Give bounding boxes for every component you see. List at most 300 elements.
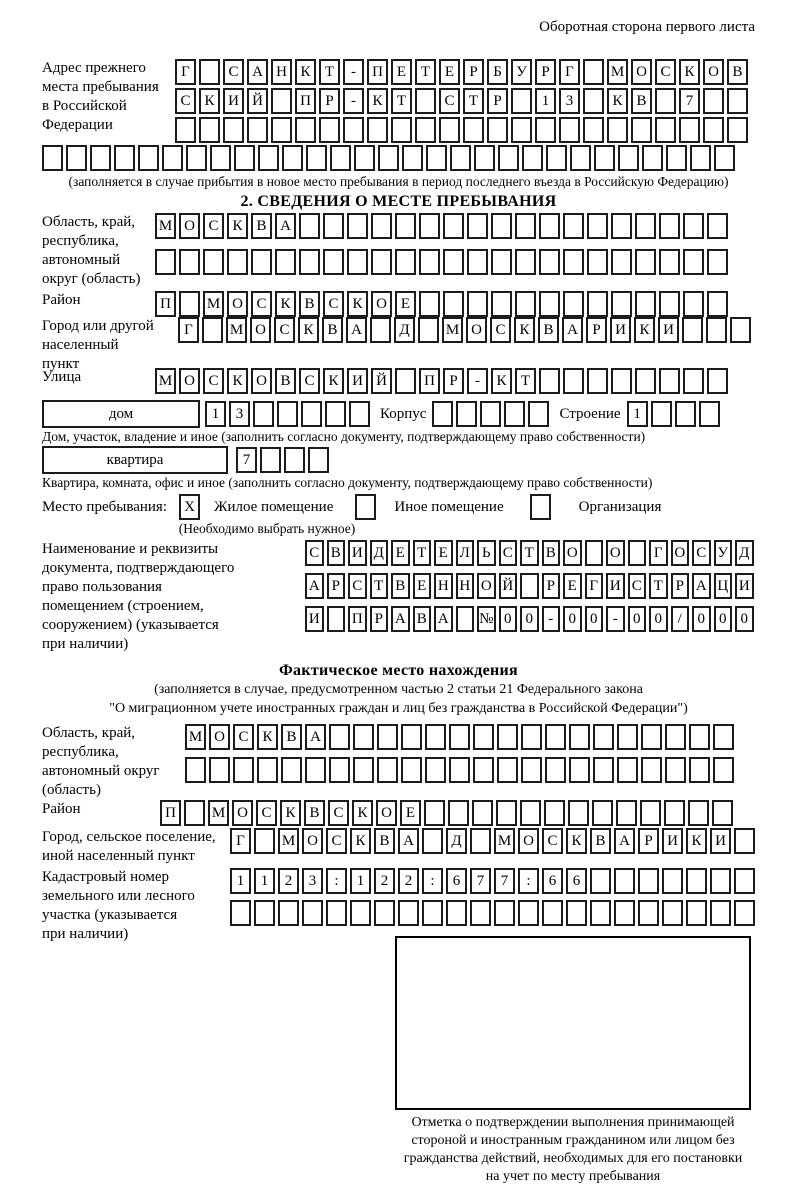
char-box[interactable]	[511, 117, 532, 143]
char-box[interactable]: А	[305, 573, 324, 599]
char-box[interactable]	[210, 145, 231, 171]
char-box[interactable]: -	[542, 606, 561, 632]
char-box[interactable]	[545, 757, 566, 783]
char-box[interactable]	[138, 145, 159, 171]
char-box[interactable]: Т	[413, 540, 432, 566]
char-box[interactable]	[727, 88, 748, 114]
char-box[interactable]	[635, 213, 656, 239]
char-box[interactable]: П	[160, 800, 181, 826]
char-box[interactable]: П	[367, 59, 388, 85]
char-box[interactable]: 7	[236, 447, 257, 473]
char-box[interactable]: М	[442, 317, 463, 343]
char-box[interactable]: Т	[319, 59, 340, 85]
char-box[interactable]	[611, 249, 632, 275]
char-box[interactable]	[271, 88, 292, 114]
char-box[interactable]	[587, 291, 608, 317]
char-box[interactable]: Е	[439, 59, 460, 85]
char-box[interactable]	[395, 368, 416, 394]
char-box[interactable]	[415, 88, 436, 114]
char-box[interactable]	[275, 249, 296, 275]
char-box[interactable]	[330, 145, 351, 171]
char-box[interactable]: -	[343, 88, 364, 114]
char-box[interactable]	[401, 724, 422, 750]
char-box[interactable]: М	[208, 800, 229, 826]
char-box[interactable]	[638, 868, 659, 894]
char-box[interactable]	[706, 317, 727, 343]
char-box[interactable]	[655, 88, 676, 114]
char-box[interactable]	[520, 573, 539, 599]
char-box[interactable]	[662, 868, 683, 894]
char-box[interactable]	[713, 724, 734, 750]
char-box[interactable]: С	[233, 724, 254, 750]
char-box[interactable]	[254, 900, 275, 926]
char-box[interactable]	[583, 59, 604, 85]
char-box[interactable]: О	[563, 540, 582, 566]
char-box[interactable]	[391, 117, 412, 143]
char-box[interactable]	[635, 291, 656, 317]
char-box[interactable]	[277, 401, 298, 427]
char-box[interactable]	[254, 828, 275, 854]
char-box[interactable]	[179, 291, 200, 317]
char-box[interactable]	[511, 88, 532, 114]
char-box[interactable]	[614, 900, 635, 926]
char-box[interactable]: 1	[230, 868, 251, 894]
char-box[interactable]: Й	[371, 368, 392, 394]
char-box[interactable]: 1	[535, 88, 556, 114]
char-box[interactable]	[611, 213, 632, 239]
char-box[interactable]	[521, 757, 542, 783]
char-box[interactable]	[456, 401, 477, 427]
char-box[interactable]	[539, 213, 560, 239]
char-box[interactable]: С	[490, 317, 511, 343]
char-box[interactable]	[282, 145, 303, 171]
char-box[interactable]: Р	[542, 573, 561, 599]
char-box[interactable]: Ц	[714, 573, 733, 599]
char-box[interactable]: 1	[205, 401, 226, 427]
char-box[interactable]: 6	[542, 868, 563, 894]
char-box[interactable]	[504, 401, 525, 427]
char-box[interactable]: Д	[735, 540, 754, 566]
char-box[interactable]	[463, 117, 484, 143]
char-box[interactable]	[585, 540, 604, 566]
char-box[interactable]	[686, 900, 707, 926]
char-box[interactable]	[203, 249, 224, 275]
char-box[interactable]: И	[606, 573, 625, 599]
char-box[interactable]	[90, 145, 111, 171]
char-box[interactable]: М	[607, 59, 628, 85]
char-box[interactable]: О	[232, 800, 253, 826]
char-box[interactable]	[284, 447, 305, 473]
char-box[interactable]	[707, 368, 728, 394]
char-box[interactable]	[607, 117, 628, 143]
char-box[interactable]	[449, 757, 470, 783]
other-premises-checkbox[interactable]	[355, 494, 376, 520]
char-box[interactable]: О	[227, 291, 248, 317]
char-box[interactable]: О	[209, 724, 230, 750]
char-box[interactable]: К	[350, 828, 371, 854]
char-box[interactable]	[347, 213, 368, 239]
char-box[interactable]: Т	[370, 573, 389, 599]
char-box[interactable]	[703, 117, 724, 143]
char-box[interactable]	[473, 724, 494, 750]
char-box[interactable]: 3	[302, 868, 323, 894]
char-box[interactable]: В	[391, 573, 410, 599]
char-box[interactable]	[419, 291, 440, 317]
char-box[interactable]	[199, 117, 220, 143]
char-box[interactable]	[480, 401, 501, 427]
char-box[interactable]	[329, 757, 350, 783]
char-box[interactable]	[628, 540, 647, 566]
char-box[interactable]: М	[155, 213, 176, 239]
char-box[interactable]: 1	[254, 868, 275, 894]
char-box[interactable]	[566, 900, 587, 926]
char-box[interactable]	[641, 724, 662, 750]
char-box[interactable]: Р	[586, 317, 607, 343]
char-box[interactable]	[703, 88, 724, 114]
char-box[interactable]: Т	[515, 368, 536, 394]
char-box[interactable]: У	[511, 59, 532, 85]
char-box[interactable]: О	[250, 317, 271, 343]
char-box[interactable]: 7	[470, 868, 491, 894]
char-box[interactable]: А	[275, 213, 296, 239]
char-box[interactable]: Р	[443, 368, 464, 394]
char-box[interactable]	[233, 757, 254, 783]
char-box[interactable]: 6	[446, 868, 467, 894]
char-box[interactable]: Е	[400, 800, 421, 826]
char-box[interactable]	[515, 291, 536, 317]
char-box[interactable]	[699, 401, 720, 427]
char-box[interactable]	[354, 145, 375, 171]
char-box[interactable]	[418, 317, 439, 343]
char-box[interactable]	[665, 724, 686, 750]
char-box[interactable]	[635, 368, 656, 394]
char-box[interactable]	[713, 757, 734, 783]
char-box[interactable]	[425, 724, 446, 750]
char-box[interactable]	[528, 401, 549, 427]
char-box[interactable]	[299, 213, 320, 239]
char-box[interactable]: Р	[370, 606, 389, 632]
char-box[interactable]: Р	[319, 88, 340, 114]
char-box[interactable]: К	[679, 59, 700, 85]
char-box[interactable]	[542, 900, 563, 926]
char-box[interactable]: К	[352, 800, 373, 826]
char-box[interactable]: И	[348, 540, 367, 566]
char-box[interactable]	[659, 249, 680, 275]
char-box[interactable]	[199, 59, 220, 85]
char-box[interactable]: Р	[487, 88, 508, 114]
char-box[interactable]: К	[607, 88, 628, 114]
char-box[interactable]	[456, 606, 475, 632]
char-box[interactable]	[515, 249, 536, 275]
char-box[interactable]	[295, 117, 316, 143]
char-box[interactable]: -	[467, 368, 488, 394]
char-box[interactable]: Т	[463, 88, 484, 114]
char-box[interactable]: И	[658, 317, 679, 343]
char-box[interactable]: К	[566, 828, 587, 854]
char-box[interactable]	[306, 145, 327, 171]
char-box[interactable]	[448, 800, 469, 826]
char-box[interactable]: С	[499, 540, 518, 566]
char-box[interactable]: Г	[585, 573, 604, 599]
char-box[interactable]	[230, 900, 251, 926]
char-box[interactable]	[66, 145, 87, 171]
char-box[interactable]	[570, 145, 591, 171]
char-box[interactable]: С	[326, 828, 347, 854]
char-box[interactable]: Е	[413, 573, 432, 599]
char-box[interactable]: К	[257, 724, 278, 750]
char-box[interactable]: В	[275, 368, 296, 394]
char-box[interactable]: М	[494, 828, 515, 854]
char-box[interactable]: 0	[585, 606, 604, 632]
char-box[interactable]: -	[606, 606, 625, 632]
char-box[interactable]: О	[376, 800, 397, 826]
char-box[interactable]	[491, 213, 512, 239]
char-box[interactable]: 2	[374, 868, 395, 894]
char-box[interactable]: 3	[559, 88, 580, 114]
char-box[interactable]: К	[275, 291, 296, 317]
char-box[interactable]	[329, 724, 350, 750]
char-box[interactable]: Г	[175, 59, 196, 85]
char-box[interactable]	[662, 900, 683, 926]
char-box[interactable]: Р	[671, 573, 690, 599]
char-box[interactable]: Р	[638, 828, 659, 854]
char-box[interactable]	[734, 828, 755, 854]
char-box[interactable]	[497, 757, 518, 783]
char-box[interactable]: И	[710, 828, 731, 854]
char-box[interactable]: В	[327, 540, 346, 566]
char-box[interactable]: В	[374, 828, 395, 854]
char-box[interactable]: О	[466, 317, 487, 343]
char-box[interactable]	[569, 724, 590, 750]
char-box[interactable]: К	[634, 317, 655, 343]
char-box[interactable]: В	[322, 317, 343, 343]
char-box[interactable]: К	[347, 291, 368, 317]
char-box[interactable]: С	[628, 573, 647, 599]
char-box[interactable]	[611, 291, 632, 317]
char-box[interactable]	[258, 145, 279, 171]
char-box[interactable]	[734, 900, 755, 926]
char-box[interactable]: Р	[463, 59, 484, 85]
char-box[interactable]: О	[606, 540, 625, 566]
char-box[interactable]: Е	[391, 540, 410, 566]
char-box[interactable]	[617, 757, 638, 783]
char-box[interactable]: С	[439, 88, 460, 114]
char-box[interactable]	[587, 249, 608, 275]
char-box[interactable]: К	[323, 368, 344, 394]
char-box[interactable]	[271, 117, 292, 143]
char-box[interactable]	[491, 291, 512, 317]
char-box[interactable]	[302, 900, 323, 926]
char-box[interactable]	[371, 213, 392, 239]
char-box[interactable]	[707, 291, 728, 317]
char-box[interactable]: Е	[434, 540, 453, 566]
char-box[interactable]: Д	[370, 540, 389, 566]
char-box[interactable]: К	[514, 317, 535, 343]
char-box[interactable]	[655, 117, 676, 143]
char-box[interactable]	[301, 401, 322, 427]
char-box[interactable]	[539, 249, 560, 275]
char-box[interactable]: А	[305, 724, 326, 750]
char-box[interactable]: :	[422, 868, 443, 894]
char-box[interactable]	[659, 213, 680, 239]
char-box[interactable]: В	[542, 540, 561, 566]
char-box[interactable]	[473, 757, 494, 783]
char-box[interactable]	[707, 249, 728, 275]
char-box[interactable]: Г	[230, 828, 251, 854]
char-box[interactable]: О	[631, 59, 652, 85]
char-box[interactable]	[319, 117, 340, 143]
char-box[interactable]: О	[371, 291, 392, 317]
char-box[interactable]: К	[280, 800, 301, 826]
char-box[interactable]: №	[477, 606, 496, 632]
residential-checkbox[interactable]: X	[179, 494, 200, 520]
char-box[interactable]	[664, 800, 685, 826]
char-box[interactable]	[449, 724, 470, 750]
char-box[interactable]	[683, 291, 704, 317]
char-box[interactable]	[395, 213, 416, 239]
char-box[interactable]	[308, 447, 329, 473]
char-box[interactable]: П	[419, 368, 440, 394]
char-box[interactable]: С	[348, 573, 367, 599]
char-box[interactable]: 1	[627, 401, 648, 427]
char-box[interactable]: Г	[559, 59, 580, 85]
char-box[interactable]	[641, 757, 662, 783]
char-box[interactable]	[446, 900, 467, 926]
char-box[interactable]	[371, 249, 392, 275]
char-box[interactable]	[545, 724, 566, 750]
char-box[interactable]	[515, 213, 536, 239]
char-box[interactable]	[587, 368, 608, 394]
char-box[interactable]	[353, 724, 374, 750]
char-box[interactable]	[227, 249, 248, 275]
char-box[interactable]	[618, 145, 639, 171]
char-box[interactable]	[497, 724, 518, 750]
char-box[interactable]	[518, 900, 539, 926]
char-box[interactable]: 1	[350, 868, 371, 894]
char-box[interactable]	[535, 117, 556, 143]
organization-checkbox[interactable]	[530, 494, 551, 520]
char-box[interactable]	[616, 800, 637, 826]
char-box[interactable]: О	[703, 59, 724, 85]
char-box[interactable]	[590, 868, 611, 894]
char-box[interactable]	[305, 757, 326, 783]
char-box[interactable]	[253, 401, 274, 427]
char-box[interactable]: С	[175, 88, 196, 114]
char-box[interactable]: С	[256, 800, 277, 826]
char-box[interactable]: С	[542, 828, 563, 854]
char-box[interactable]	[281, 757, 302, 783]
char-box[interactable]: Е	[395, 291, 416, 317]
char-box[interactable]: С	[655, 59, 676, 85]
char-box[interactable]	[175, 117, 196, 143]
char-box[interactable]	[487, 117, 508, 143]
char-box[interactable]: К	[227, 213, 248, 239]
char-box[interactable]	[707, 213, 728, 239]
char-box[interactable]: В	[251, 213, 272, 239]
char-box[interactable]	[683, 249, 704, 275]
char-box[interactable]	[544, 800, 565, 826]
char-box[interactable]: М	[185, 724, 206, 750]
char-box[interactable]	[42, 145, 63, 171]
char-box[interactable]: 0	[499, 606, 518, 632]
char-box[interactable]: 0	[692, 606, 711, 632]
char-box[interactable]	[568, 800, 589, 826]
char-box[interactable]	[563, 213, 584, 239]
char-box[interactable]	[539, 368, 560, 394]
char-box[interactable]	[688, 800, 709, 826]
char-box[interactable]: И	[305, 606, 324, 632]
char-box[interactable]	[326, 900, 347, 926]
char-box[interactable]: С	[692, 540, 711, 566]
char-box[interactable]: С	[323, 291, 344, 317]
char-box[interactable]	[432, 401, 453, 427]
char-box[interactable]: А	[692, 573, 711, 599]
char-box[interactable]: 7	[494, 868, 515, 894]
char-box[interactable]: Р	[535, 59, 556, 85]
char-box[interactable]: И	[347, 368, 368, 394]
char-box[interactable]	[472, 800, 493, 826]
char-box[interactable]	[223, 117, 244, 143]
char-box[interactable]	[349, 401, 370, 427]
char-box[interactable]: А	[398, 828, 419, 854]
char-box[interactable]	[425, 757, 446, 783]
char-box[interactable]: 7	[679, 88, 700, 114]
char-box[interactable]	[299, 249, 320, 275]
char-box[interactable]	[234, 145, 255, 171]
char-box[interactable]: В	[281, 724, 302, 750]
char-box[interactable]: И	[223, 88, 244, 114]
char-box[interactable]	[377, 724, 398, 750]
char-box[interactable]	[520, 800, 541, 826]
char-box[interactable]: Ь	[477, 540, 496, 566]
char-box[interactable]: Н	[456, 573, 475, 599]
char-box[interactable]: :	[518, 868, 539, 894]
char-box[interactable]: М	[278, 828, 299, 854]
char-box[interactable]	[374, 900, 395, 926]
char-box[interactable]	[665, 757, 686, 783]
char-box[interactable]: С	[274, 317, 295, 343]
char-box[interactable]	[546, 145, 567, 171]
char-box[interactable]	[155, 249, 176, 275]
char-box[interactable]: Т	[415, 59, 436, 85]
char-box[interactable]	[611, 368, 632, 394]
char-box[interactable]: 0	[714, 606, 733, 632]
char-box[interactable]	[367, 117, 388, 143]
char-box[interactable]	[635, 249, 656, 275]
char-box[interactable]	[583, 88, 604, 114]
char-box[interactable]: 3	[229, 401, 250, 427]
char-box[interactable]	[563, 368, 584, 394]
char-box[interactable]: 0	[735, 606, 754, 632]
char-box[interactable]	[422, 828, 443, 854]
char-box[interactable]: И	[610, 317, 631, 343]
char-box[interactable]	[683, 213, 704, 239]
char-box[interactable]	[494, 900, 515, 926]
char-box[interactable]: М	[203, 291, 224, 317]
char-box[interactable]: Й	[499, 573, 518, 599]
char-box[interactable]	[640, 800, 661, 826]
char-box[interactable]: А	[346, 317, 367, 343]
char-box[interactable]	[450, 145, 471, 171]
char-box[interactable]	[682, 317, 703, 343]
char-box[interactable]: Н	[434, 573, 453, 599]
char-box[interactable]	[209, 757, 230, 783]
char-box[interactable]: А	[614, 828, 635, 854]
char-box[interactable]	[614, 868, 635, 894]
char-box[interactable]	[587, 213, 608, 239]
char-box[interactable]	[377, 757, 398, 783]
char-box[interactable]	[563, 291, 584, 317]
